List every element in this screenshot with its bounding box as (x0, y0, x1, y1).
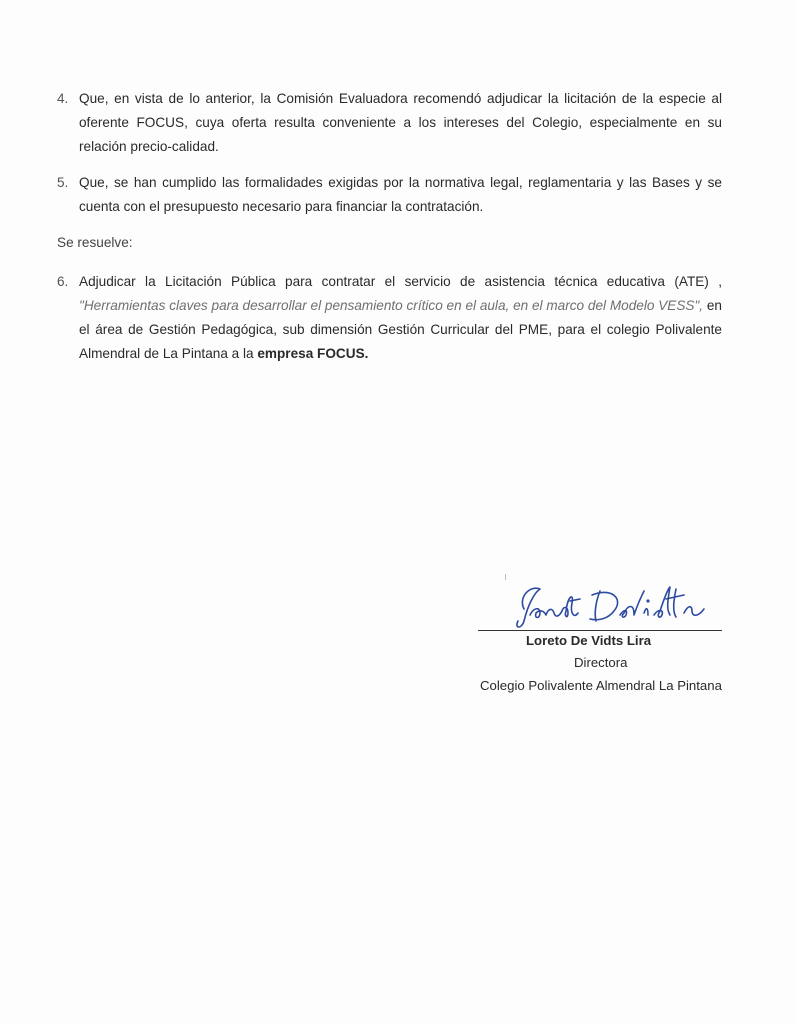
resolution-text-middle: en el área de Gestión Pedagógica, sub dimensión Gestión Curricular del PME, para el colegio Polivalente Almendral de La Pintana a la (79, 298, 722, 361)
resolution-text-start: Adjudicar la Licitación Pública para contratar el servicio de asistencia técnica educativa (ATE) , (79, 274, 722, 289)
signer-role: Directora (574, 655, 628, 670)
handwritten-signature (478, 575, 728, 635)
item-number: 6. (57, 274, 69, 289)
project-title: "Herramientas claves para desarrollar el pensamiento crítico en el aula, en el marco del Modelo VESS", (79, 298, 704, 313)
item-number: 5. (57, 175, 69, 190)
resolution-text (79, 270, 722, 366)
signer-organization: Colegio Polivalente Almendral La Pintana (480, 678, 722, 693)
list-item (57, 87, 722, 159)
resolution-heading: Se resuelve: (57, 235, 133, 250)
item-number: 4. (57, 91, 69, 106)
item-text: Que, en vista de lo anterior, la Comisión Evaluadora recomendó adjudicar la licitación de la especie al oferente FOCUS, cuya oferta resulta conveniente a los intereses del Colegio, especialmente en su relación precio-calidad. (79, 91, 722, 154)
awarded-company: empresa FOCUS. (257, 346, 369, 361)
signature-line (478, 630, 722, 631)
item-text: Que, se han cumplido las formalidades exigidas por la normativa legal, reglamentaria y las Bases y se cuenta con el presupuesto necesario para financiar la contratación. (79, 175, 722, 214)
list-item (57, 171, 722, 219)
signer-name: Loreto De Vidts Lira (526, 633, 652, 648)
resolution-item (57, 270, 722, 366)
